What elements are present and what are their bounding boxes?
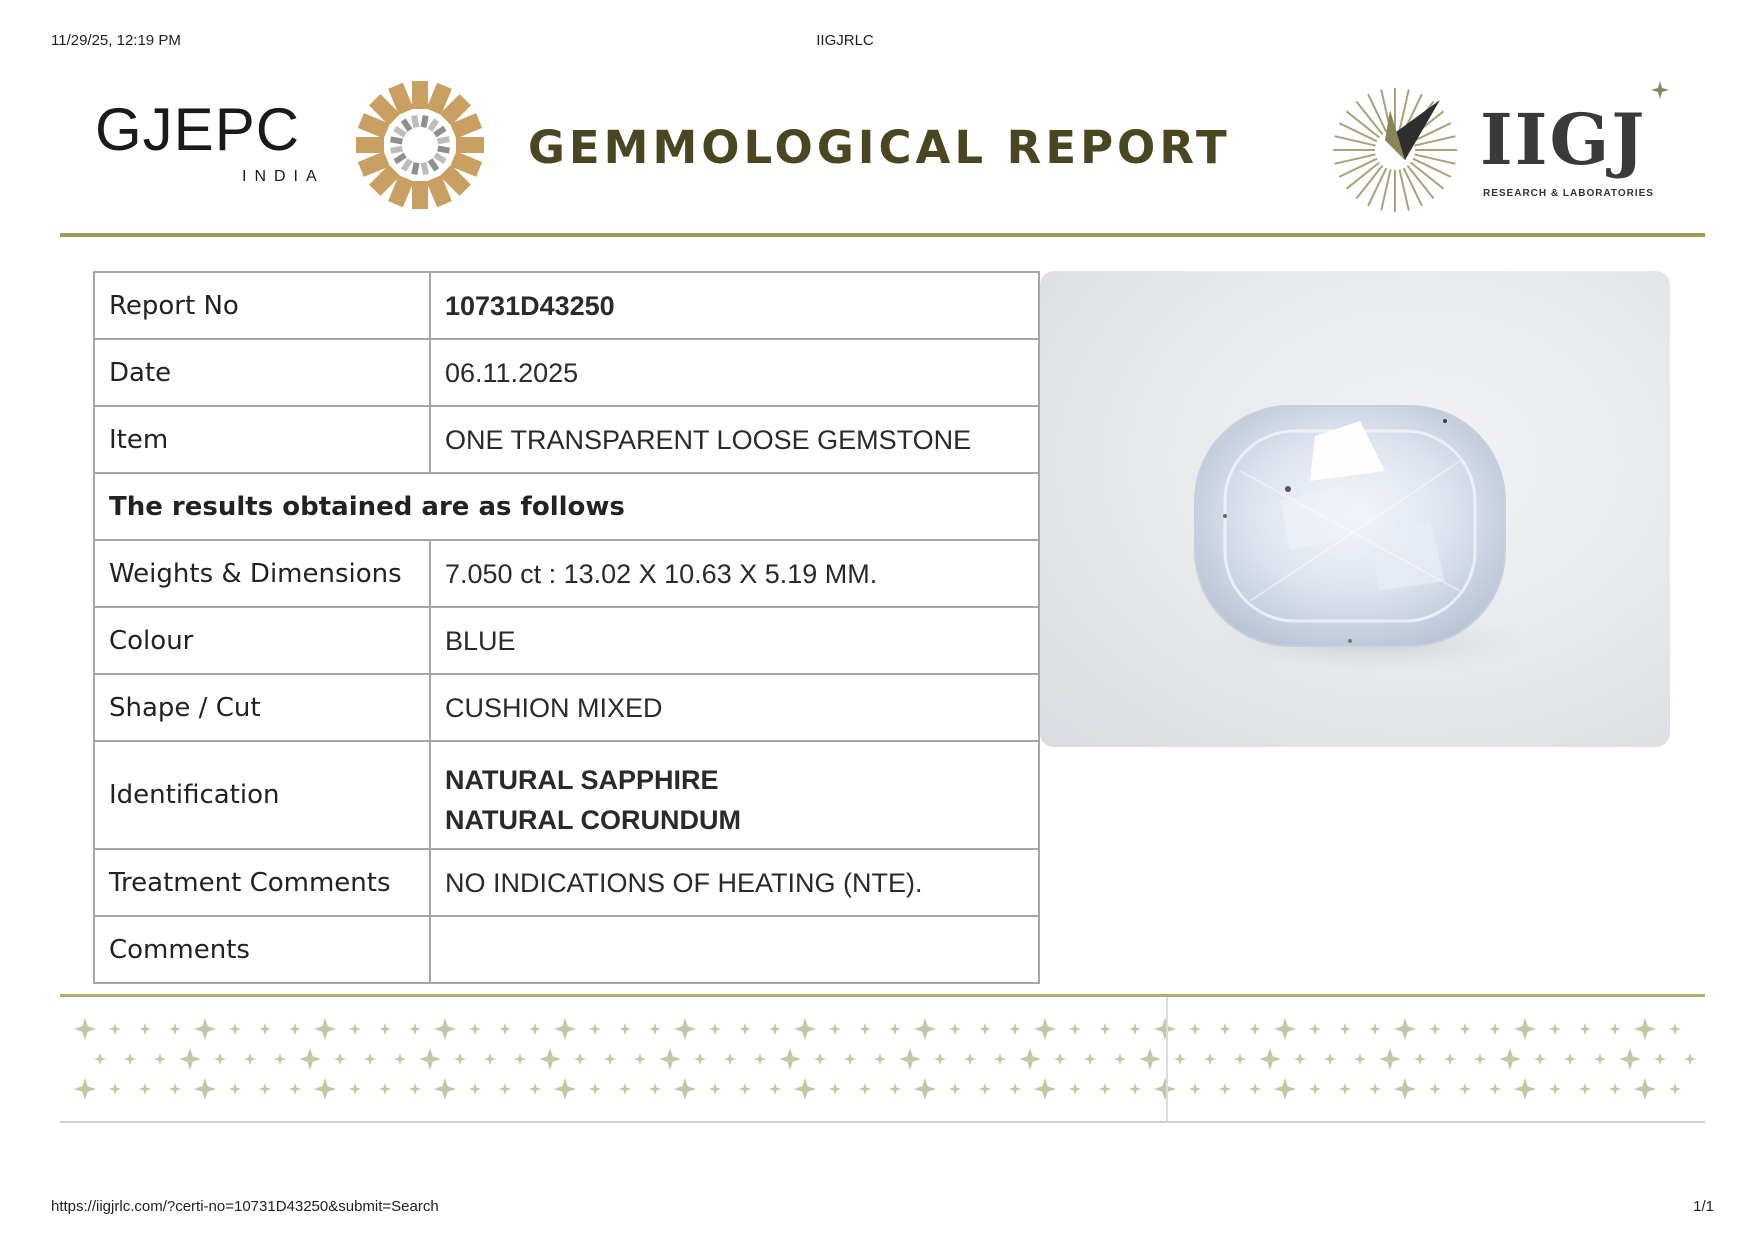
table-row xyxy=(94,849,1039,916)
star-pattern-icon xyxy=(60,997,1705,1121)
gemstone-image xyxy=(1040,271,1670,747)
table-row xyxy=(94,540,1039,607)
shape-value: CUSHION MIXED xyxy=(430,674,1039,741)
date-value: 06.11.2025 xyxy=(430,339,1039,406)
treatment-label: Treatment Comments xyxy=(94,849,430,916)
iigj-logo-name: IIGJ xyxy=(1480,98,1647,181)
table-row xyxy=(94,916,1039,983)
gjepc-logo-name: GJEPC xyxy=(95,96,301,163)
identification-line-1: NATURAL SAPPHIRE xyxy=(445,765,719,795)
print-page-title: IIGJRLC xyxy=(816,32,874,49)
date-label: Date xyxy=(94,339,430,406)
print-page-number: 1/1 xyxy=(1693,1198,1714,1215)
gjepc-logo-subtitle: INDIA xyxy=(242,168,325,185)
gjepc-sun-emblem-icon xyxy=(353,78,487,212)
weights-label: Weights & Dimensions xyxy=(94,540,430,607)
comments-label: Comments xyxy=(94,916,430,983)
table-row xyxy=(94,272,1039,339)
table-row xyxy=(94,406,1039,473)
identification-value xyxy=(430,741,1039,849)
table-row xyxy=(94,473,1039,540)
identification-line-2: NATURAL CORUNDUM xyxy=(445,805,741,835)
weights-value: 7.050 ct : 13.02 X 10.63 X 5.19 MM. xyxy=(430,540,1039,607)
report-no-value: 10731D43250 xyxy=(430,272,1039,339)
treatment-value: NO INDICATIONS OF HEATING (NTE). xyxy=(430,849,1039,916)
decorative-star-band xyxy=(60,994,1705,1123)
table-row xyxy=(94,674,1039,741)
colour-value: BLUE xyxy=(430,607,1039,674)
print-url: https://iigjrlc.com/?certi-no=10731D43250&submit=Search xyxy=(51,1198,439,1215)
comments-value xyxy=(430,916,1039,983)
results-heading: The results obtained are as follows xyxy=(94,473,1039,540)
item-label: Item xyxy=(94,406,430,473)
print-datetime: 11/29/25, 12:19 PM xyxy=(51,32,181,49)
report-table xyxy=(93,271,1040,984)
sparkle-icon xyxy=(1650,80,1670,100)
table-row xyxy=(94,339,1039,406)
identification-label: Identification xyxy=(94,741,430,849)
iigj-starburst-icon xyxy=(1330,85,1460,215)
report-title: GEMMOLOGICAL REPORT xyxy=(528,121,1231,174)
gemstone-photo xyxy=(1040,271,1670,747)
table-row xyxy=(94,607,1039,674)
item-value: ONE TRANSPARENT LOOSE GEMSTONE xyxy=(430,406,1039,473)
iigj-logo xyxy=(1330,75,1670,225)
report-no-label: Report No xyxy=(94,272,430,339)
table-row xyxy=(94,741,1039,849)
shape-label: Shape / Cut xyxy=(94,674,430,741)
header-divider xyxy=(60,233,1705,237)
iigj-logo-subtitle: RESEARCH & LABORATORIES xyxy=(1483,188,1654,199)
colour-label: Colour xyxy=(94,607,430,674)
gjepc-logo xyxy=(95,78,495,212)
